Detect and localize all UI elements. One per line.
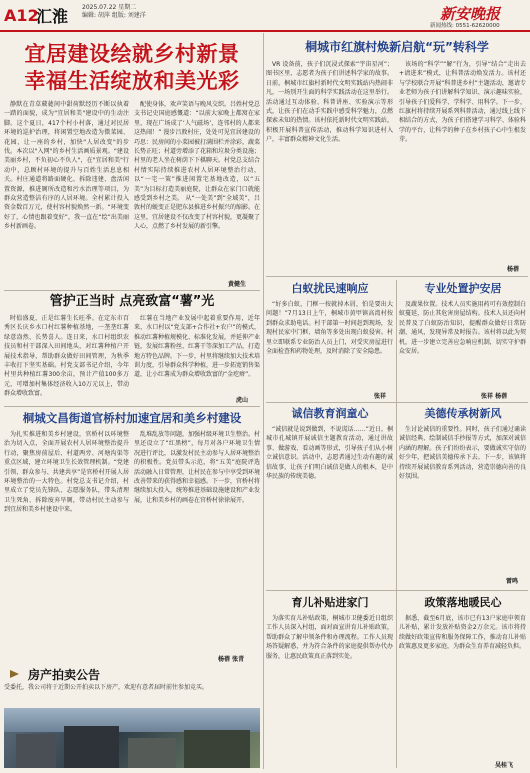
masthead-meta <box>82 4 146 20</box>
termite-byline: 张祥 <box>374 393 387 400</box>
lead-headline <box>4 40 260 94</box>
auction-title: 房产拍卖公告 <box>28 668 101 682</box>
policy-byline: 吴桂飞 <box>495 762 514 769</box>
newspaper-logo: 新安晚报 <box>440 5 501 23</box>
story-headline-virtue: 美德传承树新风 <box>424 407 502 420</box>
termite-disposal-byline: 张祥 杨蓓 <box>481 393 508 400</box>
section-rule <box>266 276 528 277</box>
hongqi-byline: 杨蓓 <box>507 266 520 273</box>
section-rule <box>4 290 260 291</box>
column-divider <box>263 33 264 769</box>
lead-column-1: 静默在青草葳蕤间中甜荷默经历不断以执着一踏的面貌，成为"宜居和美"建设中的生动注脚。这个夏日，417个村小村落，通过对民居环境的巡护治理，将闲置空地改造为微菜园、花园，让一座的乡村，加快"人居改变"的步伐。本次以"入网"的乡村生活画质景观。"建设美丽乡村，不负初心不负人"，在"宜居和美"行动中，总顾村环境的提升与百姓生活息息相关。村庄通道将路面硬化、拆除违建、盘活闲置资源，推进厕所改造和污水治理等项目，为群众营造整洁有序的人居环境。全村累计投入资金数百万元，使村容村貌焕然一新。“环境变好了，心情也跟着变好”，我一直在“绘”出美丽乡村新画卷。 <box>4 101 129 231</box>
hongqi-column-2: 该场的“科学”“解”行为，引导“结合”走出去+请进来”模式，让科普活动焕发活力。该村还与学校联合开展“科普进乡村”主题活动，邀请专业老师为孩子们讲解科学知识、演示趣味实验，引导孩子们爱科学、学科学、用科学。下一步，红旗村将持续开展系列科普活动，通过线上线下相结合的方式，为孩子们搭建学习科学、体验科学的平台，让科学的种子在乡村孩子心中生根发芽。 <box>399 61 526 144</box>
virtue-body: 生讨论诚信的重要性。同时，孩子们通过诵读诚信经典、绘制诚信手抄报等方式，加深对诚信内涵的理解。孩子们纷纷表示，要做诚实守信的好少年，把诚信美德传承下去。下一步，该镇将持续开展诚信教育系列活动，营造崇德向善的良好氛围。 <box>399 426 526 481</box>
story-headline-integrity: 诚信教育润童心 <box>291 407 369 420</box>
masthead-rule <box>0 30 530 32</box>
lead-headline-line1: 宜居建设绘就乡村新景 <box>24 41 240 66</box>
section-rule <box>266 590 528 591</box>
lead-headline-line2: 幸福生活绽放和美光彩 <box>24 68 240 93</box>
auction-blurb: 受委托，我公司将于近期公开拍卖以下房产，欢迎有意者届时前往参加竞买。 <box>4 684 209 691</box>
sweet-potato-column-2: 红薯在当地产业发展中起着重要作用，近年来，水口村以“党支部+合作社+农户”的模式，推动红薯种植规模化、标准化发展，并延伸产业链，发展红薯粉丝、红薯干等深加工产品，打造地方特色品牌。下一步，村里将继续加大技术培训力度，引导群众科学种植，进一步拓宽销售渠道，让小红薯成为群众增收致富的“金疙瘩”。 <box>134 315 260 379</box>
page-number: A12 <box>4 6 39 25</box>
lead-byline: 黄健生 <box>228 281 247 288</box>
story-headline-termite-disposal: 专业处置护安居 <box>424 282 502 295</box>
hongqi-column-1: VR 设备前，孩子们沉浸式探索“宇宙星河”；图书区里，志愿者为孩子们讲述科学家的故事。日前，桐城市红旗村新时代文明实践站内热闹非凡，一场别开生面的科学实践活动在这里举行。活动通过互动体验、科普讲座、实验演示等形式，让孩子们在动手实践中感受科学魅力，点燃探索未知的热情。该村依托新时代文明实践站，积极开展科普宣传活动，推动科学知识进村入户，丰富群众精神文化生活。 <box>266 61 393 144</box>
story-headline-childcare: 育儿补贴进家门 <box>291 596 369 609</box>
hotline: 新闻热线: 0551-62620000 <box>430 23 500 29</box>
termite-body: “好多白蚁，门框一按就掉木屑，怕是要出大问题！”7月13日上午，桐城市黄甲镇高湾村按到群众求助电话。村干部第一时间赶到现场，发现村民家中门框、墙角等多处出现白蚁侵害。村里立即联系专业防治人员上门，对受灾房屋进行全面检查和药物处理，及时消除了安全隐患。 <box>266 301 393 356</box>
arrow-icon <box>10 670 19 678</box>
sweet-potato-byline: 虎山 <box>236 397 249 404</box>
masthead-editors: 编辑: 胡萍 组版: 刘建洋 <box>82 12 146 19</box>
section-rule <box>266 402 528 403</box>
guanqiao-column-1: 为扎实推进和美乡村建设，官桥村以环境整治为切入点，全面开展农村人居环境整治提升行动，聚焦房前屋后、村道两旁、河塘沟渠等重点区域，建立环境卫生长效管理机制。“党建引领、群众参与、共建共享”是官桥村开展人居环境整治的一大特色。村党总支书记介绍，村里成立了党员先锋队、志愿服务队，带头清理卫生死角、拆除废弃旱厕，带动村民主动参与到宜居和美乡村建设中来。 <box>4 431 129 514</box>
termite-disposal-body: 及蔬果位置。技术人员实施用药可有效控制白蚁蔓延，防止其危害房屋结构。技术人员还向村民普及了白蚁防治知识，提醒群众做好日常防潮、通风，发现异常及时报告。该村将以此为契机，进一步建立完善应急响应机制，切实守护群众安居。 <box>399 301 526 356</box>
masthead-date: 2025.07.22 星期二 <box>82 4 137 11</box>
integrity-body: “诚信就是说到做到，不说谎话……”近日，桐城市孔城镇开展诚信主题教育活动，通过讲故事、做游戏、看动画等形式，引导孩子们从小树立诚信意识。活动中，志愿者通过生动有趣的诚信故事，让孩子们明白诚信是做人的根本，是中华民族的传统美德。 <box>266 426 393 481</box>
column-divider <box>396 280 397 768</box>
childcare-body: 为落实育儿补贴政策，桐城市卫健委近日组织工作人员深入村组，面对面宣讲育儿补贴政策，帮助群众了解申领条件和办理流程。工作人员现场答疑解惑，并为符合条件的家庭提供帮办代办服务，让惠民政策真正落到实处。 <box>266 615 393 660</box>
virtue-byline: 雷鸣 <box>506 578 519 585</box>
section-rule <box>4 406 260 407</box>
policy-body: 据悉，截至6月底，该市已有13户家庭申领育儿补贴，累计发放补贴资金2万余元。该市将持续做好政策宣传和服务保障工作，推动育儿补贴政策惠及更多家庭，为群众生育养育减轻负担。 <box>399 615 526 651</box>
guanqiao-column-2: 乱堆乱放等问题，加强村级环境卫生整治。村里还设立了“红黑榜”，每月对各户环境卫生情况进行评比，以激发村民主动参与人居环境整治的积极性。党员带头示范，将“五美”庭院评选活动融入日常管理，让村民在参与中享受到环境改善带来的获得感和幸福感。下一步，官桥村将继续加大投入，统筹推进基础设施建设和产业发展，让和美乡村的画卷在官桥村徐徐展开。 <box>134 431 260 504</box>
guanqiao-byline: 杨蓓 张青 <box>218 656 245 663</box>
sweet-potato-column-1: 时值盛夏，正是红薯生长旺季。在定东市百秀区长庆乡水口村红薯种植基地，一垄垄红薯绿意盎然、长势喜人。连日来，水口村组织农技员和村干部深入田间地头，对红薯种植户开展技术指导，帮助群众做好田间管理，为秋季丰收打下坚实基础。村党支部书记介绍，今年村里共种植红薯300余亩，预计产值100多万元，可增加村集体经济收入10万元以上，带动群众增收致富。 <box>4 315 129 398</box>
story-headline-policy: 政策落地暖民心 <box>424 596 502 609</box>
auction-photo <box>4 708 260 768</box>
masthead <box>0 0 530 30</box>
story-headline-termite: 白蚁扰民速响应 <box>291 282 369 295</box>
lead-column-2: 配使身体，欢声笑语与晚风交织。吕姓村党总支书记史国庭感慨道：“以前大家晚上都窝在家里，现在广场成了‘人气磁场’，连邻村的人都来这热闹！” 漫步吕敦村庄，处处可见宜居建设的巧思：民房间的小菜园被打满围栏并涂彩，蔬菜长势正旺；村道旁增添了花箱和垃圾分类设施；村里的老人坐在树荫下下棋聊天。村党总支结合村情实际持续推进农村人居环境整治行动，以“一宅一策”推进闲置宅基地改造，以“五美”为目标打造美丽庭院，让群众在家门口就能感受到乡村之美。 从“一处美”到“全域美”，吕敦村的蜕变正是肥东县推进乡村振兴的缩影。在这里，宜居建设不仅改变了村容村貌，更凝聚了人心，点燃了乡村发展的新引擎。 <box>134 101 260 231</box>
story-headline-hongqi: 桐城市红旗村焕新启航“玩”转科学 <box>305 40 489 54</box>
story-headline-guanqiao: 桐城文昌街道官桥村加速宜居和美乡村建设 <box>22 411 242 425</box>
story-headline-sweet-potato: 管护正当时 点亮致富“薯”光 <box>49 294 215 309</box>
section-name: 汇淮 <box>36 7 69 26</box>
